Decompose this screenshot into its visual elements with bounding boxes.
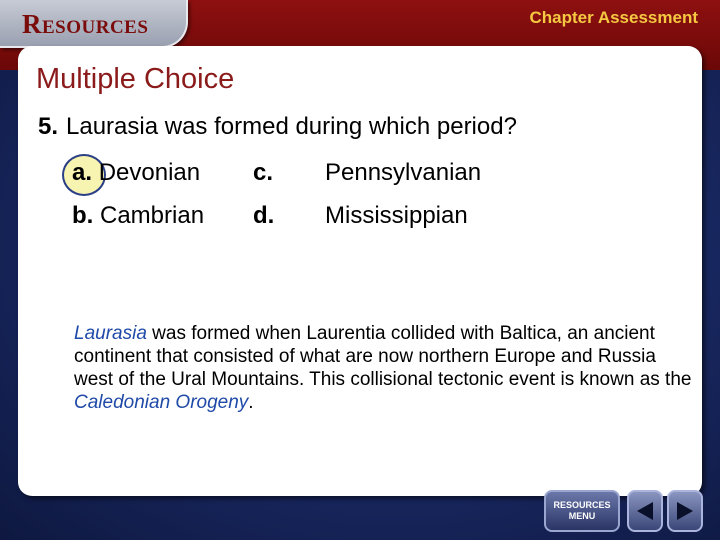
explanation-end: .	[248, 392, 254, 413]
choice-text: Cambrian	[100, 202, 205, 229]
choice-a[interactable]	[72, 159, 200, 187]
choice-b[interactable]	[72, 202, 204, 230]
choice-letter: d.	[253, 202, 275, 229]
choice-d[interactable]	[253, 202, 468, 230]
choice-text: Devonian	[98, 159, 201, 186]
explanation-term-laurasia: Laurasia	[74, 323, 147, 344]
resources-tab[interactable]	[0, 0, 188, 48]
explanation-term-caledonian: Caledonian Orogeny	[74, 392, 249, 413]
question	[38, 113, 517, 141]
choice-text: Mississippian	[325, 202, 468, 229]
question-text: Laurasia was formed during which period?	[66, 113, 517, 140]
choice-c[interactable]	[253, 159, 482, 187]
next-button[interactable]	[667, 490, 703, 532]
right-triangle-icon	[675, 500, 695, 522]
section-title: Multiple Choice	[36, 63, 235, 95]
previous-button[interactable]	[627, 490, 663, 532]
left-triangle-icon	[635, 500, 655, 522]
resources-menu-button[interactable]	[544, 490, 620, 532]
choice-text: Pennsylvanian	[325, 159, 482, 186]
explanation-text: was formed when Laurentia collided with Baltica, an ancient continent that consisted of what are now northern Europe and Russia west of the Ural Mountains. This collisional tectonic event is known as the	[74, 323, 692, 390]
choice-letter: b.	[72, 202, 94, 229]
page-title: Chapter Assessment	[529, 8, 698, 27]
resources-tab-label: Resources	[22, 9, 149, 39]
menu-button-line2: MENU	[568, 511, 596, 521]
menu-button-line1: RESOURCES	[553, 500, 611, 510]
answer-explanation	[74, 322, 694, 414]
choice-letter: c.	[253, 159, 274, 186]
choice-letter: a.	[72, 159, 93, 186]
question-number: 5.	[38, 113, 59, 140]
